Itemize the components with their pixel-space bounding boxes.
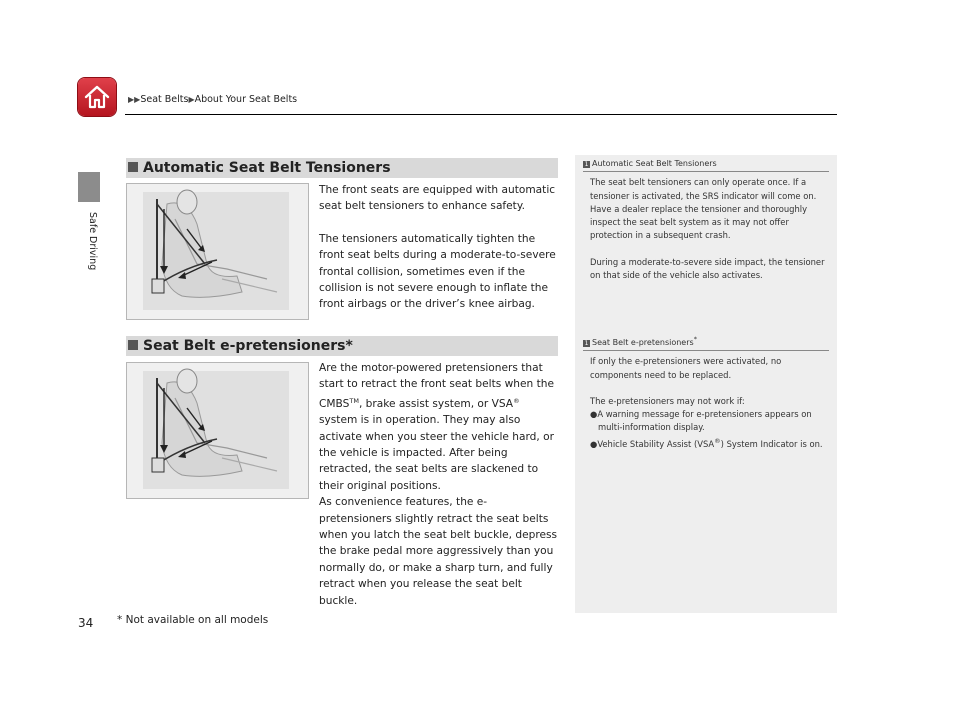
home-icon xyxy=(83,83,111,111)
home-button[interactable] xyxy=(78,78,116,116)
availability-asterisk: * xyxy=(693,335,697,343)
section-header-tensioners xyxy=(126,158,558,178)
note-paragraph: The seat belt tensioners can only operate once. If a tensioner is activated, the SRS indicator will come on. Have a dealer replace the tensioner and thoroughly inspect the seat belt system as it may not offer protection in a subsequent crash. xyxy=(590,177,817,241)
registered-mark: ® xyxy=(513,396,520,405)
note-bullet xyxy=(590,435,829,451)
seat-belt-tensioner-illustration xyxy=(126,183,309,320)
text-run: Are the motor-powered pretensioners that start to retract the front seat belts when the CMBS xyxy=(319,362,554,410)
registered-mark: ® xyxy=(714,436,721,445)
seat-occupant-icon xyxy=(127,363,308,498)
e-pretensioners-body xyxy=(319,360,559,609)
section-square-icon xyxy=(128,162,138,172)
header-divider xyxy=(125,114,837,115)
reference-icon: 1 xyxy=(584,340,589,347)
text-run: , brake assist system, or VSA xyxy=(358,397,514,410)
section-square-icon xyxy=(128,340,138,350)
availability-asterisk: * xyxy=(345,338,353,354)
note-paragraph: During a moderate-to-severe side impact, the tensioner on that side of the vehicle also activates. xyxy=(590,256,825,281)
note-tensioners xyxy=(583,157,829,282)
tensioners-detail: The tensioners automatically tighten the front seat belts during a moderate-to-severe frontal collision, sometimes even if the collision is not severe enough to inflate the front airbags or the driver’s knee airbag. xyxy=(319,232,556,311)
e-pretensioners-description xyxy=(319,360,559,494)
e-pretensioner-illustration xyxy=(126,362,309,499)
section-header-e-pretensioners xyxy=(126,336,558,356)
seat-occupant-icon xyxy=(127,184,308,319)
section-title: Automatic Seat Belt Tensioners xyxy=(143,160,391,176)
note-heading-text: Seat Belt e-pretensioners xyxy=(592,338,694,347)
footnote: * Not available on all models xyxy=(117,614,269,626)
breadcrumb-arrow-icon: ▶▶ xyxy=(128,95,141,104)
bullet-text: ) System Indicator is on. xyxy=(720,438,823,449)
bullet-icon: ● xyxy=(590,409,598,420)
note-e-pretensioners xyxy=(583,333,829,451)
chapter-label: Safe Driving xyxy=(87,212,98,271)
reference-icon: 1 xyxy=(584,161,589,168)
tensioners-intro: The front seats are equipped with automatic seat belt tensioners to enhance safety. xyxy=(319,184,556,213)
bullet-text: A warning message for e-pretensioners appears on multi-information display. xyxy=(597,409,812,433)
note-bullet xyxy=(590,408,829,435)
tensioners-body xyxy=(319,182,559,313)
trademark-mark: TM xyxy=(349,396,359,405)
note-paragraph: The e-pretensioners may not work if: xyxy=(590,395,745,406)
breadcrumb-arrow-icon: ▶ xyxy=(188,95,195,104)
e-pretensioners-convenience: As convenience features, the e-pretensioners slightly retract the seat belts when you latch the seat belt buckle, depress the brake pedal more aggressively than you normally do, or make a sharp turn, and fully retract when you release the seat belt buckle. xyxy=(319,496,558,607)
note-heading-text: Automatic Seat Belt Tensioners xyxy=(592,159,717,168)
chapter-tab[interactable] xyxy=(78,172,100,202)
breadcrumb-current: About Your Seat Belts xyxy=(194,94,298,105)
bullet-icon: ● xyxy=(590,438,598,449)
note-paragraph: If only the e-pretensioners were activated, no components need to be replaced. xyxy=(590,356,782,380)
note-heading xyxy=(583,157,829,172)
page-number: 34 xyxy=(78,616,94,630)
breadcrumb xyxy=(128,94,297,105)
note-heading xyxy=(583,333,829,351)
breadcrumb-link-seat-belts[interactable]: Seat Belts xyxy=(140,94,189,105)
section-title: Seat Belt e-pretensioners xyxy=(143,338,346,354)
text-run: system is in operation. They may also activate when you steer the vehicle hard, or the vehicle is impacted. After being retracted, the seat belts are slackened to their original positions. xyxy=(319,414,554,492)
bullet-text: Vehicle Stability Assist (VSA xyxy=(597,438,715,449)
